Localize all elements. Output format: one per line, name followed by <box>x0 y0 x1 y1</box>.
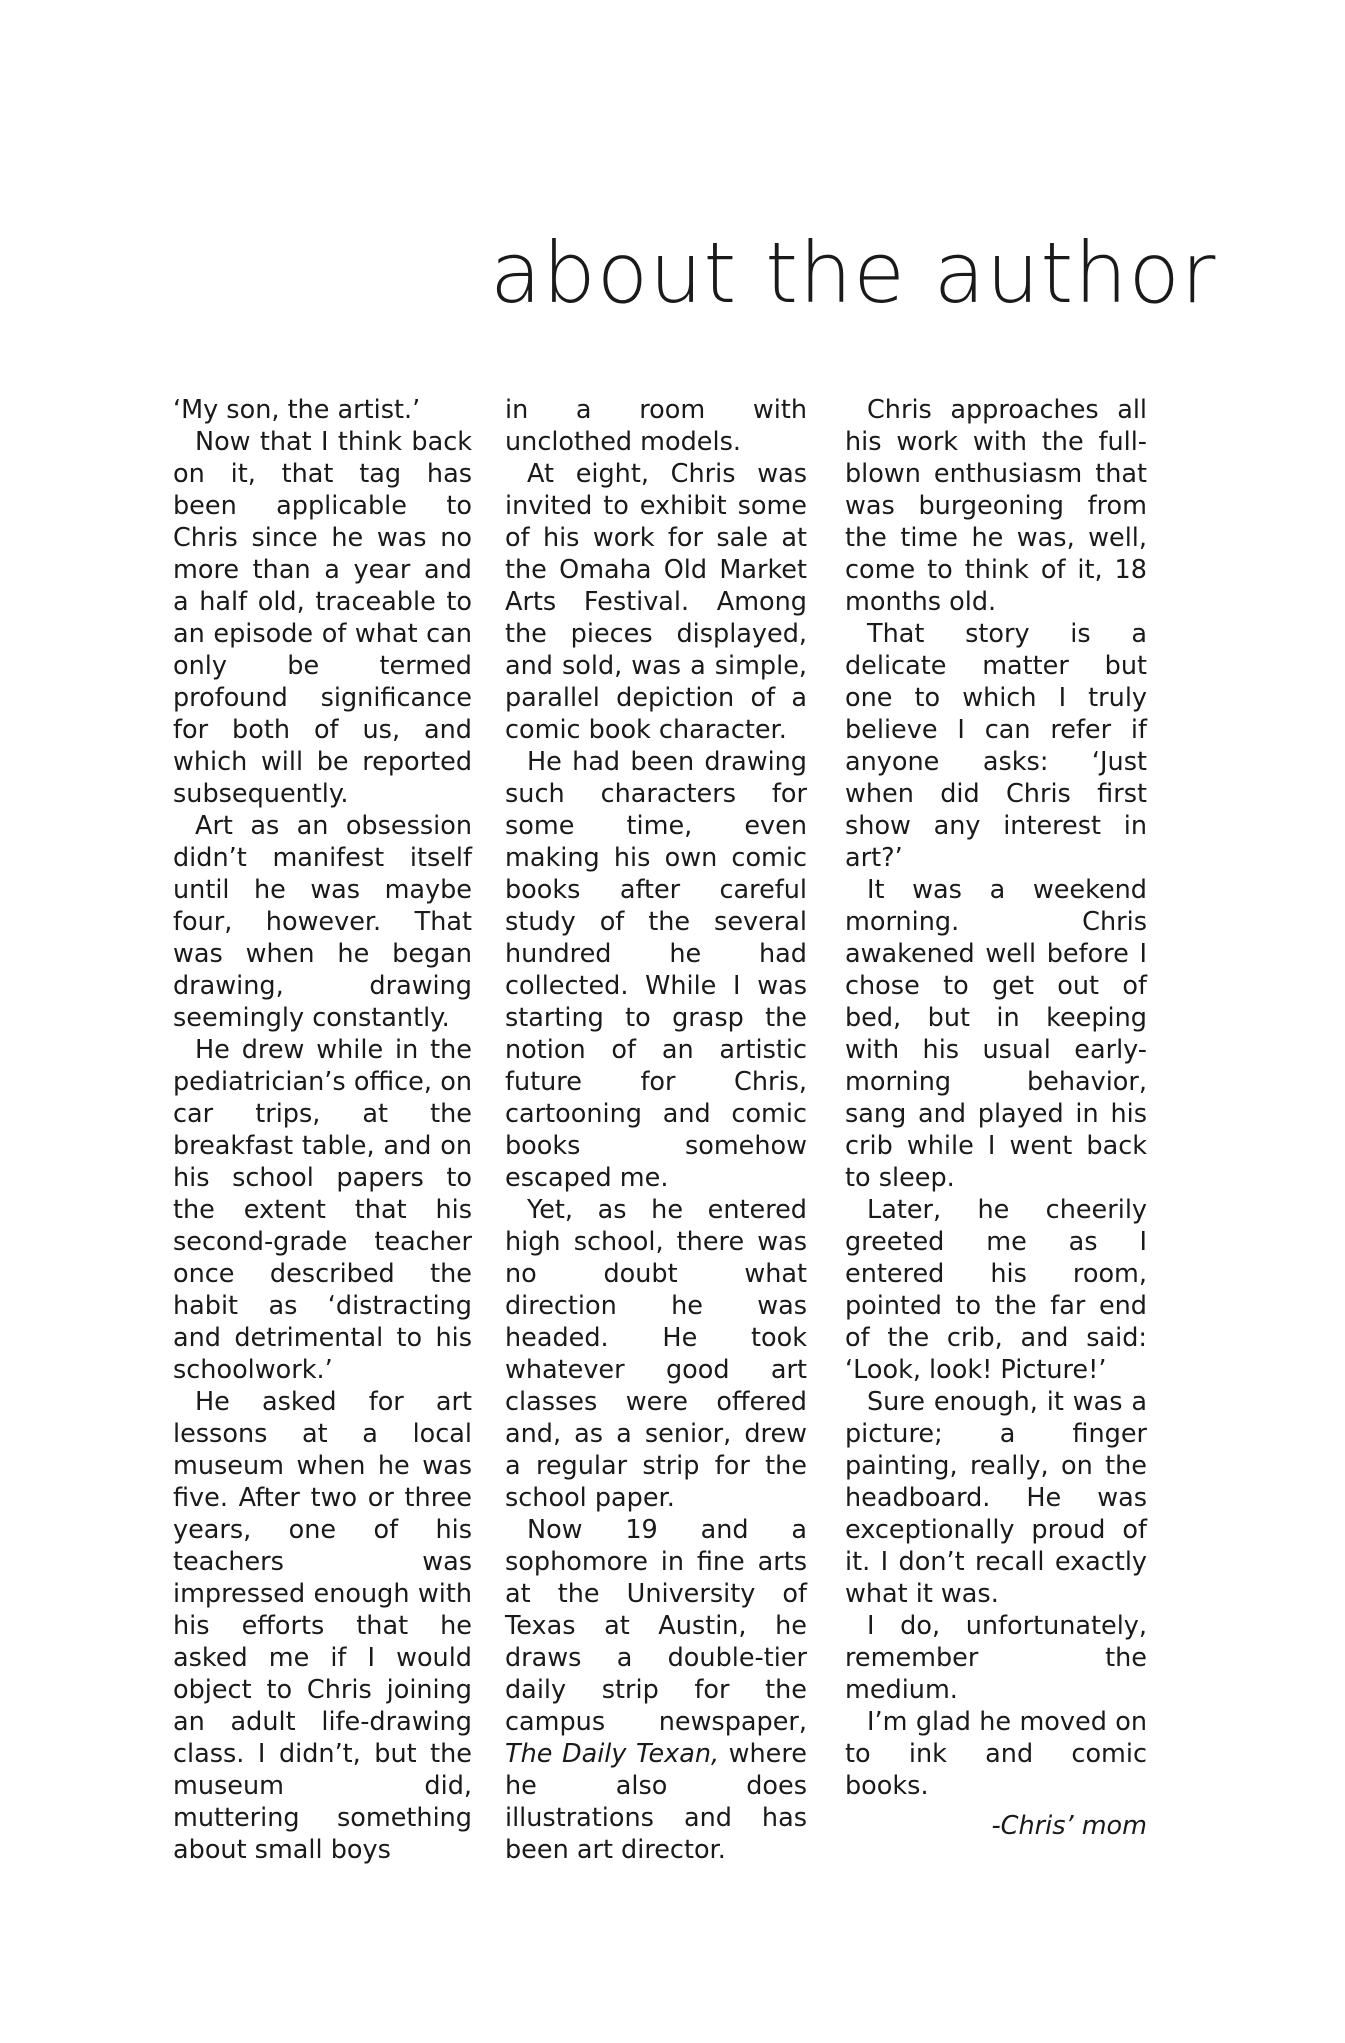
paragraph <box>505 1514 807 1866</box>
paragraph-text: where he also does illustrations and has been art director. <box>505 1739 807 1865</box>
text-column-1 <box>173 394 472 1866</box>
text-column-2 <box>505 394 807 1866</box>
publication-name: The Daily Texan, <box>505 1739 720 1769</box>
paragraph-text: Now 19 and a sophomore in fine arts at the University of Texas at Austin, he draws a double-tier daily strip for the campus newspaper, <box>505 1515 807 1737</box>
paragraph: I’m glad he moved on to ink and comic books. <box>845 1707 1147 1801</box>
paragraph: He had been drawing such characters for some time, even making his own comic books after careful study of the several hundred he had collected. While I was starting to grasp the notion of an artistic future for Chris, cartooning and comic books somehow escaped me. <box>505 747 807 1193</box>
paragraph: Chris approaches all his work with the full-blown enthusiasm that was burgeoning from the time he was, well, come to think of it, 18 months old. <box>845 395 1147 617</box>
paragraph: He asked for art lessons at a local museum when he was five. After two or three years, one of his teachers was impressed enough with his efforts that he asked me if I would object to Chris joining an adult life-drawing class. I didn’t, but the museum did, muttering something about small boys <box>173 1387 472 1865</box>
paragraph: At eight, Chris was invited to exhibit some of his work for sale at the Omaha Old Market Arts Festival. Among the pieces displayed, and sold, was a simple, parallel depiction of a comic book character. <box>505 459 807 745</box>
paragraph: It was a weekend morning. Chris awakened well before I chose to get out of bed, but in keeping with his usual early-morning behavior, sang and played in his crib while I went back to sleep. <box>845 875 1147 1193</box>
page-title: about the author <box>490 224 1217 323</box>
paragraph: Later, he cheerily greeted me as I entered his room, pointed to the far end of the crib, and said: ‘Look, look! Picture!’ <box>845 1195 1147 1385</box>
paragraph: Now that I think back on it, that tag has been applicable to Chris since he was no more than a year and a half old, traceable to an episode of what can only be termed profound significance for both of us, and which will be reported subsequently. <box>173 427 472 809</box>
signature: -Chris’ mom <box>991 1811 1147 1841</box>
paragraph: in a room with unclothed models. <box>505 395 807 457</box>
paragraph: He drew while in the pediatrician’s office, on car trips, at the breakfast table, and on his school papers to the extent that his second-grade teacher once described the habit as ‘distracting and detrimental to his schoolwork.’ <box>173 1035 472 1385</box>
paragraph: Sure enough, it was a picture; a finger painting, really, on the headboard. He was exceptionally proud of it. I don’t recall exactly what it was. <box>845 1387 1147 1609</box>
text-column-3 <box>845 394 1147 1842</box>
paragraph: ‘My son, the artist.’ <box>173 395 421 425</box>
paragraph: I do, unfortunately, remember the medium. <box>845 1611 1147 1705</box>
paragraph: Yet, as he entered high school, there was no doubt what direction he was headed. He took whatever good art classes were offered and, as a senior, drew a regular strip for the school paper. <box>505 1195 807 1513</box>
paragraph: That story is a delicate matter but one to which I truly believe I can refer if anyone asks: ‘Just when did Chris first show any interest in art?’ <box>845 619 1147 873</box>
paragraph: Art as an obsession didn’t manifest itself until he was maybe four, however. That was when he began drawing, drawing seemingly constantly. <box>173 811 472 1033</box>
